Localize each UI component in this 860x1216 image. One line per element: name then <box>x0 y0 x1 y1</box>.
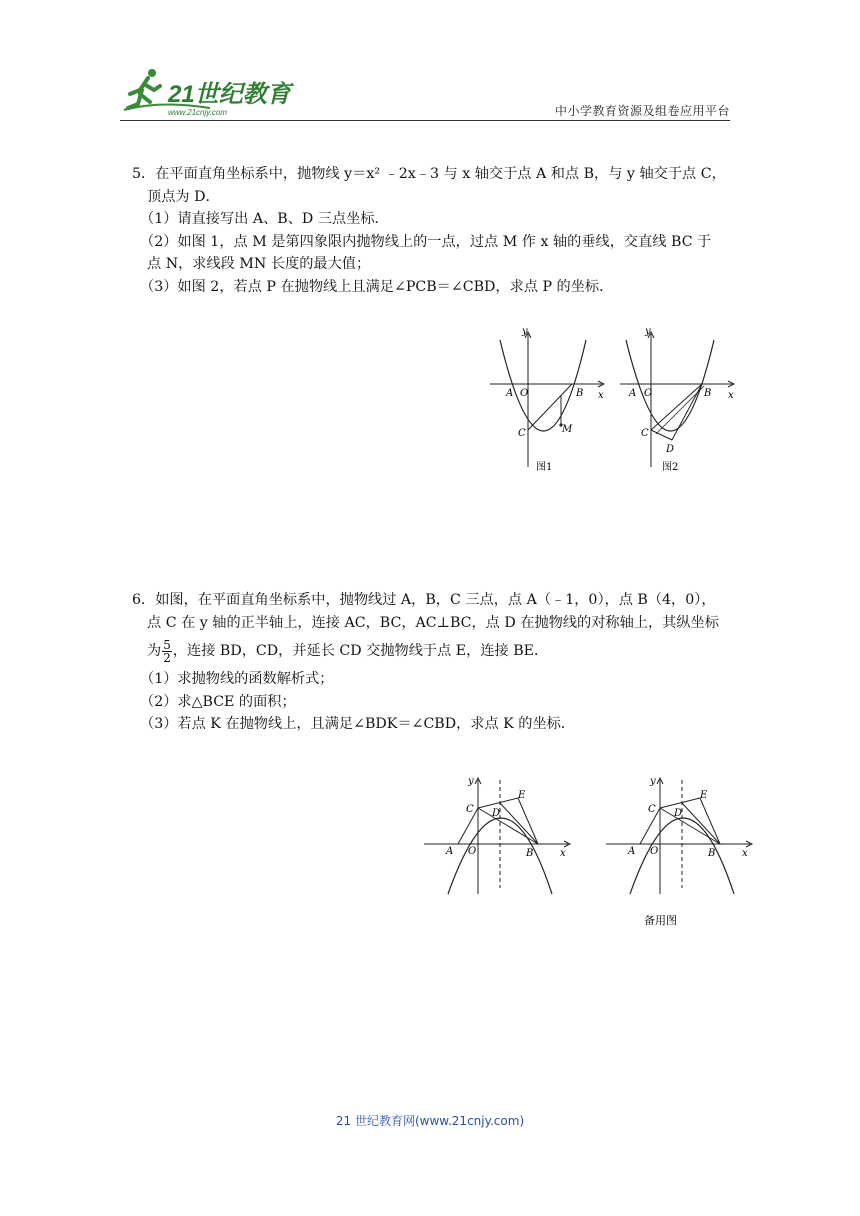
header-divider <box>120 120 730 121</box>
fraction-five-halves: $\frac{5}{2}$ <box>163 637 171 665</box>
figure-label: B <box>708 848 716 859</box>
y-axis-label: y <box>522 326 528 337</box>
point-a-label: A <box>506 388 514 399</box>
figure-label: D <box>492 808 501 819</box>
figure-label: x <box>742 848 748 859</box>
figure-label: E <box>700 790 708 801</box>
page-header <box>120 64 730 118</box>
figure-caption: 图2 <box>662 462 679 473</box>
figure-label: x <box>560 848 566 859</box>
page-footer: 21 世纪教育网(www.21cnjy.com) <box>335 1114 525 1128</box>
q6-figure-main <box>422 772 582 901</box>
q6-part3: （3）若点 K 在抛物线上，且满足∠BDK＝∠CBD，求点 K 的坐标． <box>140 716 576 732</box>
q5-stem-line2: 顶点为 D． <box>147 188 220 205</box>
runner-logo-icon <box>120 64 300 118</box>
point-b-label: B <box>576 388 584 399</box>
q5-part3: （3）如图 2，若点 P 在抛物线上且满足∠PCB＝∠CBD，求点 P 的坐标． <box>140 278 614 295</box>
q6-stem-line1: 6．如图，在平面直角坐标系中，抛物线过 A，B，C 三点，点 A（﹣1，0），点 B（4，0）， <box>132 592 716 608</box>
q6-figure-spare <box>604 772 764 936</box>
figure-label: E <box>518 790 526 801</box>
question-5 <box>132 163 726 298</box>
figure-label: B <box>526 848 534 859</box>
figure-label: y <box>468 776 474 787</box>
question-6 <box>132 589 719 736</box>
origin-label: O <box>520 388 529 399</box>
q6-stem-line2: 点 C 在 y 轴的正半轴上，连接 AC，BC，AC⊥BC，点 D 在抛物线的对称轴上，其纵坐标 <box>147 614 719 631</box>
site-logo <box>120 64 300 118</box>
q5-part1: （1）请直接写出 A、B、D 三点坐标． <box>140 211 389 227</box>
figure-label: O <box>468 846 477 857</box>
q5-stem-line1: 5．在平面直角坐标系中，抛物线 y＝x² ﹣2x﹣3 与 x 轴交于点 A 和点 B，与 y 轴交于点 C， <box>132 166 726 182</box>
figure-label: C <box>648 804 656 815</box>
figure-label: C <box>466 804 474 815</box>
origin-label: O <box>644 388 653 399</box>
point-b-label: B <box>704 388 712 399</box>
q5-part2-line1: （2）如图 1，点 M 是第四象限内抛物线上的一点，过点 M 作 x 轴的垂线，交直线 BC 于 <box>140 233 712 250</box>
figure-caption: 图1 <box>536 462 553 473</box>
q5-part2-line2: 点 N，求线段 MN 长度的最大值； <box>147 256 371 272</box>
figure-label: www.21cnjy.com <box>168 108 227 117</box>
figure-label: 21世纪教育 <box>168 81 291 108</box>
figure-caption: 备用图 <box>644 914 677 927</box>
header-platform-name: 中小学教育资源及组卷应用平台 <box>554 104 730 118</box>
q6-part1: （1）求抛物线的函数解析式； <box>140 671 334 687</box>
figure-label: y <box>650 776 656 787</box>
q6-part2: （2）求△BCE 的面积； <box>140 693 296 710</box>
q6-stem-line3: 为 $\frac{5}{2}$ ，连接 BD，CD，并延长 CD 交抛物线于点 E，连接 BE． <box>147 637 549 665</box>
point-c-label: C <box>518 428 526 439</box>
figure-label: A <box>628 846 636 857</box>
figure-label: A <box>446 846 454 857</box>
figure-label: O <box>650 846 659 857</box>
point-a-label: A <box>629 388 637 399</box>
x-axis-label: x <box>728 390 734 401</box>
point-m-label: M <box>562 424 573 435</box>
q5-figure-2 <box>614 322 744 481</box>
x-axis-label: x <box>598 390 604 401</box>
figure-label: D <box>674 808 683 819</box>
point-c-label: C <box>641 428 649 439</box>
y-axis-label: y <box>645 326 651 337</box>
q5-figure-1 <box>484 322 614 481</box>
point-d-label: D <box>666 444 675 455</box>
